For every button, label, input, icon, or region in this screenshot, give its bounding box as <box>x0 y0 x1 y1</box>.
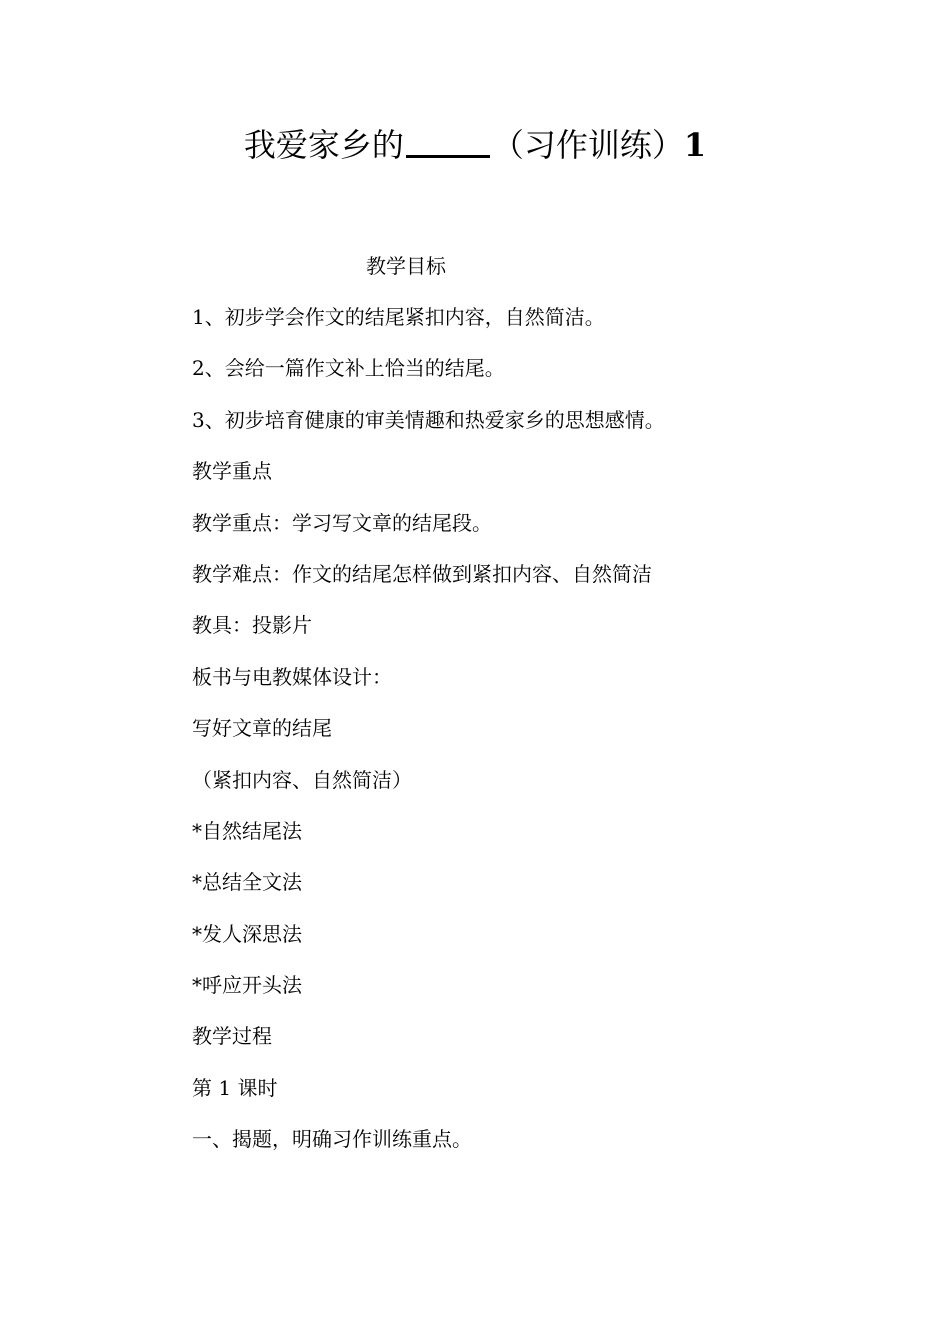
title-blank-underline <box>406 125 490 158</box>
board-title: 写好文章的结尾 <box>192 716 332 741</box>
objective-3: 3、初步培育健康的审美情趣和热爱家乡的思想感情。 <box>192 407 665 432</box>
difficulty-line: 教学难点：作文的结尾怎样做到紧扣内容、自然简洁 <box>192 561 652 586</box>
teaching-aids-line: 教具：投影片 <box>192 613 312 638</box>
document-body <box>192 302 892 1176</box>
lesson-number: 第 1 课时 <box>192 1075 278 1100</box>
step-one: 一、揭题，明确习作训练重点。 <box>192 1127 472 1152</box>
key-point-line: 教学重点：学习写文章的结尾段。 <box>192 510 492 535</box>
key-points-heading: 教学重点 <box>192 459 272 484</box>
title-prefix: 我爱家乡的 <box>243 126 404 164</box>
objective-1: 1、初步学会作文的结尾紧扣内容，自然简洁。 <box>192 305 605 329</box>
method-item: *总结全文法 <box>192 870 302 895</box>
title-suffix: （习作训练） <box>491 126 684 164</box>
board-subtitle: （紧扣内容、自然简洁） <box>192 767 412 792</box>
title-number: 1 <box>683 126 707 164</box>
method-item: *自然结尾法 <box>192 818 302 843</box>
method-item: *呼应开头法 <box>192 973 302 998</box>
method-item: *发人深思法 <box>192 921 302 946</box>
objectives-heading: 教学目标 <box>366 254 446 278</box>
board-design-heading: 板书与电教媒体设计： <box>192 664 392 689</box>
document-title <box>0 122 950 168</box>
objective-2: 2、会给一篇作文补上恰当的结尾。 <box>192 356 505 381</box>
process-heading: 教学过程 <box>192 1024 272 1049</box>
